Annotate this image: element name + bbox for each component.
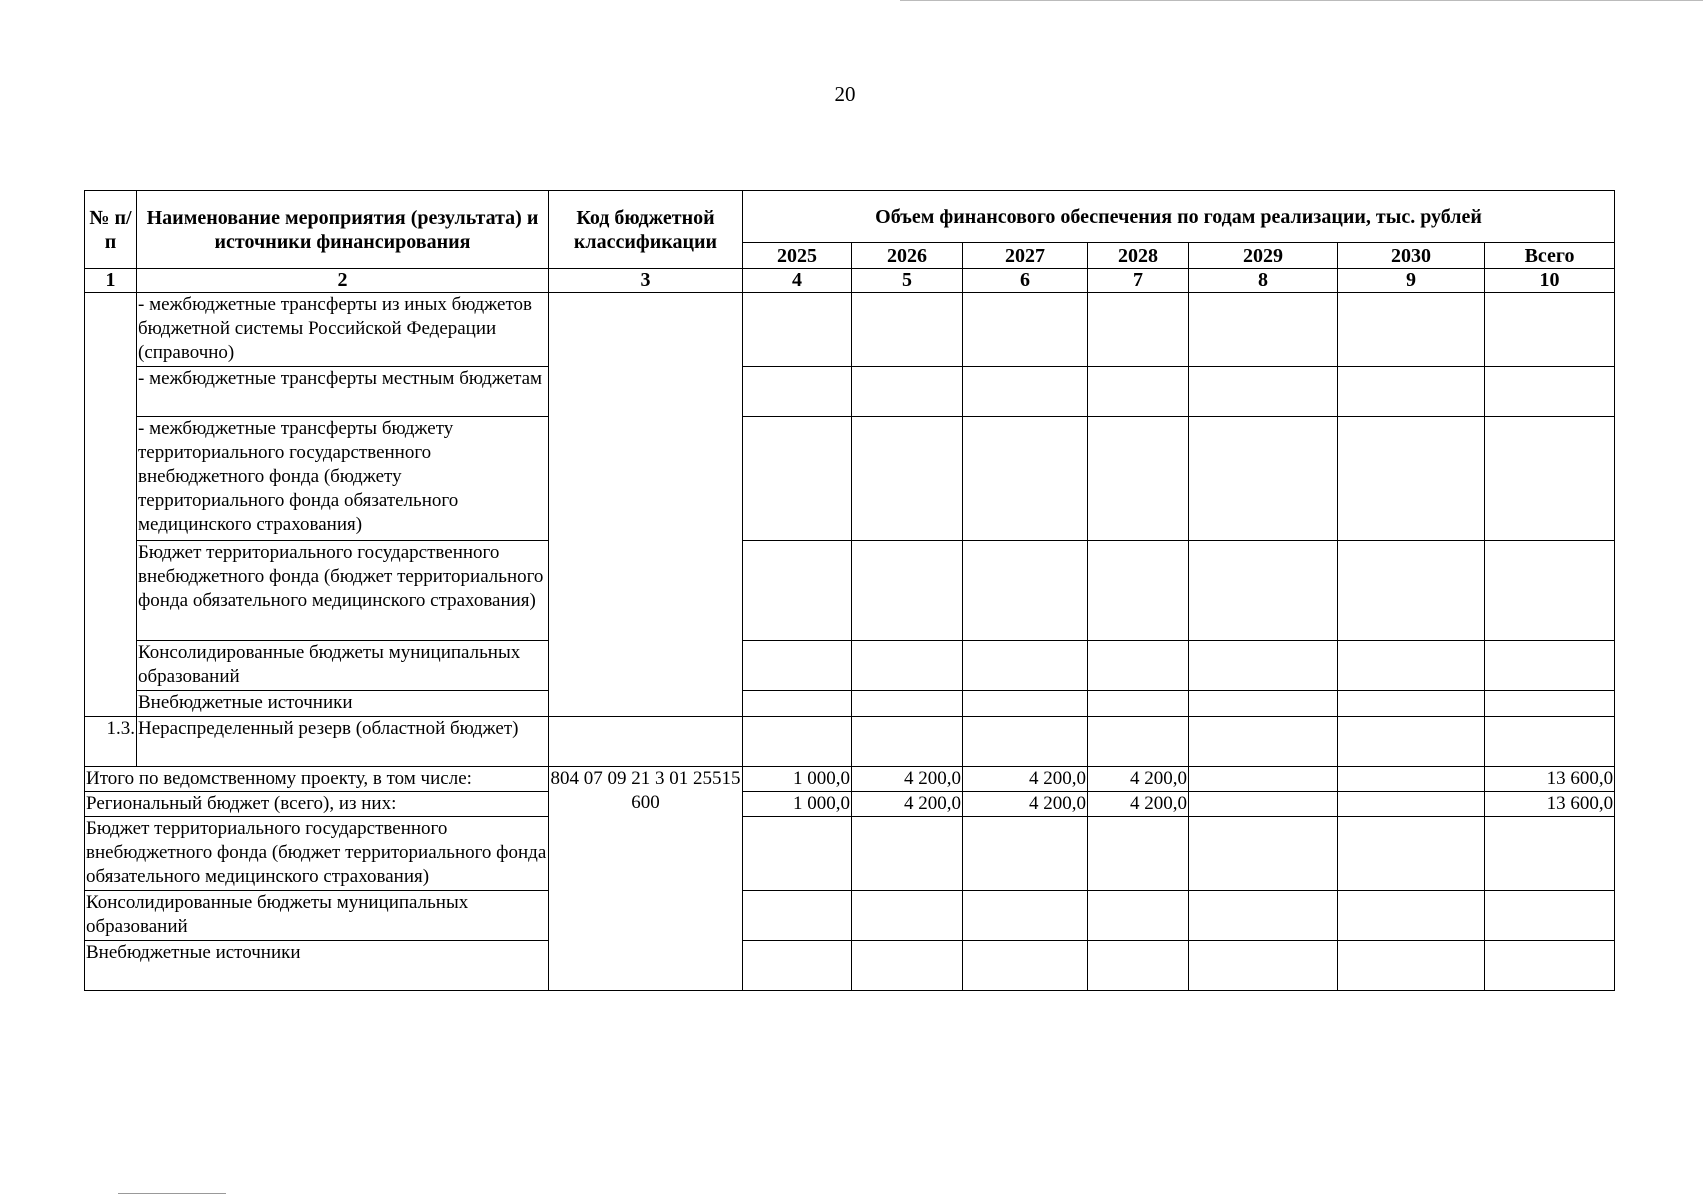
value-total [1485, 717, 1615, 767]
row-name: - межбюджетные трансферты бюджету территориального государственного внебюджетного фонда (бюджету территориального фонда обязательного медицинского страхования) [137, 417, 549, 541]
value-2025 [743, 293, 852, 367]
value-2025: 1 000,0 [743, 792, 852, 817]
value-2025 [743, 367, 852, 417]
value-2027 [963, 817, 1088, 891]
value-total [1485, 367, 1615, 417]
header-code: Код бюджетной классификации [549, 191, 743, 269]
header-no: № п/п [85, 191, 137, 269]
row-name: Консолидированные бюджеты муниципальных образований [137, 641, 549, 691]
value-2028 [1088, 817, 1189, 891]
value-2027 [963, 293, 1088, 367]
value-2030 [1338, 691, 1485, 717]
value-2025 [743, 891, 852, 941]
value-total [1485, 641, 1615, 691]
value-total [1485, 541, 1615, 641]
row-name: - межбюджетные трансферты местным бюджетам [137, 367, 549, 417]
value-2025 [743, 641, 852, 691]
value-2030 [1338, 767, 1485, 792]
value-2027 [963, 367, 1088, 417]
col-number: 6 [963, 269, 1088, 293]
row-code [549, 717, 743, 767]
value-2025 [743, 691, 852, 717]
col-number: 4 [743, 269, 852, 293]
value-2026 [852, 691, 963, 717]
summary-code: 804 07 09 21 3 01 25515 600 [549, 767, 743, 991]
value-2025 [743, 417, 852, 541]
value-2030 [1338, 891, 1485, 941]
summary-row [85, 891, 1615, 941]
value-2026 [852, 367, 963, 417]
value-2028: 4 200,0 [1088, 767, 1189, 792]
header-year-2029: 2029 [1189, 243, 1338, 269]
value-2030 [1338, 367, 1485, 417]
value-2026 [852, 541, 963, 641]
value-2029 [1189, 293, 1338, 367]
value-2030 [1338, 641, 1485, 691]
col-number: 2 [137, 269, 549, 293]
col-number: 9 [1338, 269, 1485, 293]
value-total [1485, 417, 1615, 541]
value-2029 [1189, 767, 1338, 792]
table-row [85, 367, 1615, 417]
col-number: 10 [1485, 269, 1615, 293]
row-name: Внебюджетные источники [137, 691, 549, 717]
value-2027 [963, 641, 1088, 691]
value-2025 [743, 541, 852, 641]
table-row [85, 541, 1615, 641]
value-2028 [1088, 641, 1189, 691]
value-2026 [852, 641, 963, 691]
value-2029 [1189, 817, 1338, 891]
summary-name: Бюджет территориального государственного внебюджетного фонда (бюджет территориального фонда обязательного медицинского страхования) [85, 817, 549, 891]
value-2027: 4 200,0 [963, 792, 1088, 817]
value-2029 [1189, 641, 1338, 691]
value-2028 [1088, 891, 1189, 941]
row-name: Нераспределенный резерв (областной бюджет) [137, 717, 549, 767]
value-2027 [963, 891, 1088, 941]
table-row [85, 691, 1615, 717]
value-total: 13 600,0 [1485, 767, 1615, 792]
value-2025: 1 000,0 [743, 767, 852, 792]
value-2025 [743, 717, 852, 767]
value-total [1485, 891, 1615, 941]
value-2027 [963, 717, 1088, 767]
header-year-2026: 2026 [852, 243, 963, 269]
value-2026 [852, 293, 963, 367]
value-2030 [1338, 541, 1485, 641]
col-number: 7 [1088, 269, 1189, 293]
value-2026 [852, 891, 963, 941]
value-2027 [963, 691, 1088, 717]
financing-table [84, 190, 1615, 991]
value-2026: 4 200,0 [852, 792, 963, 817]
value-2025 [743, 817, 852, 891]
value-2028 [1088, 417, 1189, 541]
row-number [85, 293, 137, 717]
value-2026 [852, 817, 963, 891]
page-number: 20 [834, 82, 856, 106]
value-2029 [1189, 417, 1338, 541]
value-2028 [1088, 717, 1189, 767]
value-2027: 4 200,0 [963, 767, 1088, 792]
value-2029 [1189, 941, 1338, 991]
value-2027 [963, 941, 1088, 991]
row-code [549, 293, 743, 717]
summary-name: Внебюджетные источники [85, 941, 549, 991]
table-row [85, 717, 1615, 767]
value-total: 13 600,0 [1485, 792, 1615, 817]
value-total [1485, 941, 1615, 991]
value-2028 [1088, 367, 1189, 417]
header-year-2028: 2028 [1088, 243, 1189, 269]
header-name: Наименование мероприятия (результата) и источники финансирования [137, 191, 549, 269]
top-edge-rule [900, 0, 1703, 1]
row-name: Бюджет территориального государственного внебюджетного фонда (бюджет территориального фонда обязательного медицинского страхования) [137, 541, 549, 641]
value-2028 [1088, 541, 1189, 641]
value-total [1485, 691, 1615, 717]
summary-name: Итого по ведомственному проекту, в том числе: [85, 767, 549, 792]
value-2028 [1088, 691, 1189, 717]
summary-name: Консолидированные бюджеты муниципальных образований [85, 891, 549, 941]
summary-row [85, 941, 1615, 991]
value-2026 [852, 941, 963, 991]
value-2029 [1189, 792, 1338, 817]
header-year-2027: 2027 [963, 243, 1088, 269]
summary-row [85, 792, 1615, 817]
col-number: 3 [549, 269, 743, 293]
value-2029 [1189, 541, 1338, 641]
value-2030 [1338, 417, 1485, 541]
col-number: 1 [85, 269, 137, 293]
table-row [85, 641, 1615, 691]
value-2028: 4 200,0 [1088, 792, 1189, 817]
row-name: - межбюджетные трансферты из иных бюджетов бюджетной системы Российской Федерации (справочно) [137, 293, 549, 367]
header-volume: Объем финансового обеспечения по годам реализации, тыс. рублей [743, 191, 1615, 243]
value-total [1485, 293, 1615, 367]
footnote-rule [118, 1193, 226, 1194]
summary-row [85, 767, 1615, 792]
value-2025 [743, 941, 852, 991]
col-number: 5 [852, 269, 963, 293]
table-row [85, 417, 1615, 541]
table-row [85, 293, 1615, 367]
value-2026 [852, 417, 963, 541]
value-2028 [1088, 293, 1189, 367]
value-2030 [1338, 817, 1485, 891]
value-2029 [1189, 717, 1338, 767]
header-year-2025: 2025 [743, 243, 852, 269]
value-2029 [1189, 691, 1338, 717]
value-2030 [1338, 717, 1485, 767]
row-number: 1.3. [85, 717, 137, 767]
value-total [1485, 817, 1615, 891]
value-2028 [1088, 941, 1189, 991]
value-2026 [852, 717, 963, 767]
value-2030 [1338, 941, 1485, 991]
value-2029 [1189, 367, 1338, 417]
summary-name: Региональный бюджет (всего), из них: [85, 792, 549, 817]
value-2026: 4 200,0 [852, 767, 963, 792]
col-number: 8 [1189, 269, 1338, 293]
value-2029 [1189, 891, 1338, 941]
value-2027 [963, 541, 1088, 641]
header-year-2030: 2030 [1338, 243, 1485, 269]
summary-row [85, 817, 1615, 891]
value-2030 [1338, 792, 1485, 817]
value-2030 [1338, 293, 1485, 367]
header-year-total: Всего [1485, 243, 1615, 269]
value-2027 [963, 417, 1088, 541]
